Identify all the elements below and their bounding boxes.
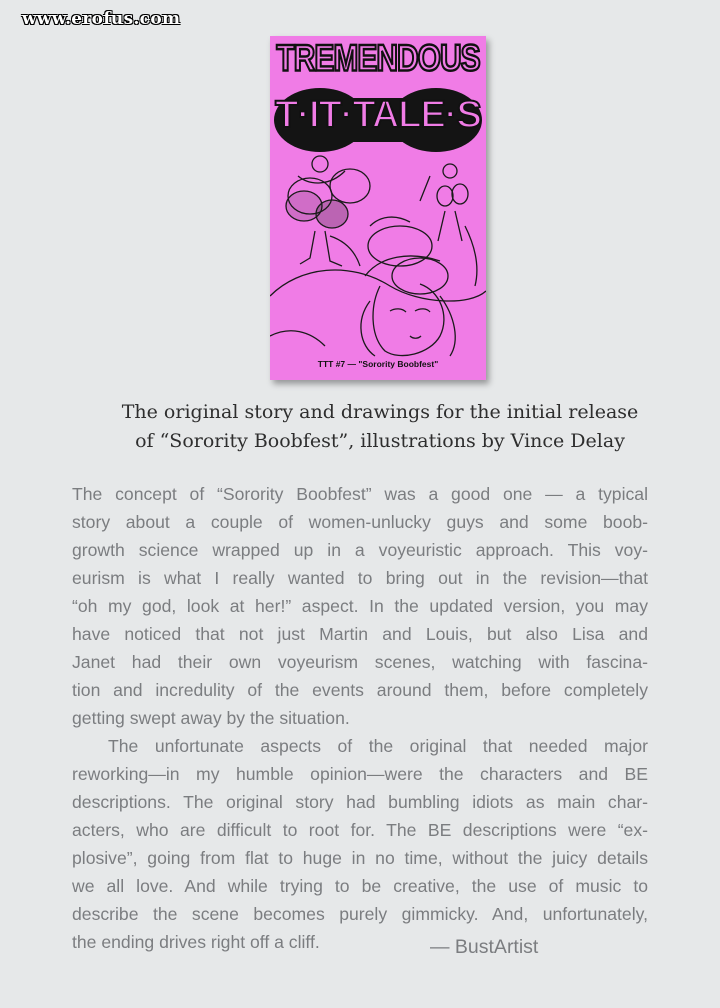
- body-line: describe the scene becomes purely gimmicky. And, unfortunately,: [72, 904, 648, 924]
- body-line: descriptions. The original story had bumbling idiots as main char-: [72, 792, 648, 812]
- body-line: The concept of “Sorority Boobfest” was a good one — a typical: [72, 484, 648, 504]
- body-line: have noticed that not just Martin and Louis, but also Lisa and: [72, 624, 648, 644]
- body-line: Janet had their own voyeurism scenes, watching with fascina-: [72, 652, 648, 672]
- body-line: tion and incredulity of the events around them, before completely: [72, 680, 648, 700]
- image-caption: [60, 398, 700, 456]
- body-line: getting swept away by the situation.: [72, 708, 350, 728]
- cover-caption: TTT #7 — "Sorority Boobfest": [317, 359, 439, 369]
- body-line: eurism is what I really wanted to bring out in the revision—that: [72, 568, 648, 588]
- author-signature: — BustArtist: [430, 936, 539, 958]
- caption-line-2: of “Sorority Boobfest”, illustrations by Vince Delay: [135, 430, 625, 452]
- body-line: growth science wrapped up in a voyeuristic approach. This voy-: [72, 540, 648, 560]
- body-line: acters, who are difficult to root for. The BE descriptions were “ex-: [72, 820, 648, 840]
- cover-title-line1: TREMENDOUS: [276, 37, 480, 79]
- body-line: we all love. And while trying to be creative, the use of music to: [72, 876, 648, 896]
- article-body: [72, 480, 648, 956]
- body-line: The unfortunate aspects of the original that needed major: [108, 736, 648, 756]
- cover-illustration: [270, 36, 486, 380]
- comic-cover-image: [270, 36, 486, 380]
- caption-line-1: The original story and drawings for the initial release: [121, 401, 639, 423]
- cover-title-line2: T·IT·TALE·S: [275, 94, 481, 136]
- body-line: story about a couple of women-unlucky guys and some boob-: [72, 512, 648, 532]
- body-line: the ending drives right off a cliff.: [72, 932, 320, 952]
- watermark: www.erofus.com: [22, 9, 181, 29]
- body-line: plosive”, going from flat to huge in no time, without the juicy details: [72, 848, 648, 868]
- body-line: reworking—in my humble opinion—were the characters and BE: [72, 764, 648, 784]
- body-line: “oh my god, look at her!” aspect. In the updated version, you may: [72, 596, 648, 616]
